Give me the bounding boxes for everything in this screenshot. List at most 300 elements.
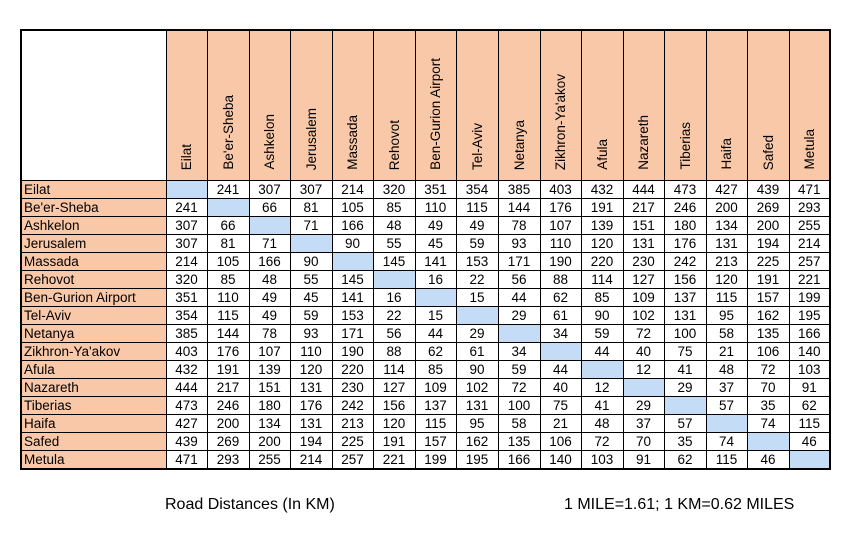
distance-cell: 15 [456,289,498,307]
distance-cell: 135 [498,433,540,451]
distance-cell: 75 [664,343,706,361]
distance-cell: 439 [747,181,789,199]
distance-cell: 61 [456,343,498,361]
table-row [21,343,830,361]
distance-cell: 100 [664,325,706,343]
diagonal-cell [747,433,789,451]
distance-cell: 59 [498,361,540,379]
distance-cell: 156 [664,271,706,289]
distance-cell: 166 [789,325,830,343]
distance-cell: 55 [290,271,332,289]
distance-cell: 91 [789,379,830,397]
distance-cell: 40 [623,343,664,361]
distance-cell: 90 [456,361,498,379]
distance-cell: 127 [373,379,415,397]
distance-cell: 320 [166,271,207,289]
distance-cell: 40 [540,379,581,397]
distance-cell: 103 [789,361,830,379]
distance-cell: 307 [290,181,332,199]
column-header [332,30,373,181]
distance-cell: 115 [706,451,747,470]
table-row [21,253,830,271]
distance-cell: 432 [581,181,623,199]
distance-cell: 85 [207,271,249,289]
row-header: Ashkelon [21,217,166,235]
distance-cell: 156 [373,397,415,415]
distance-cell: 354 [166,307,207,325]
distance-cell: 176 [290,397,332,415]
distance-cell: 257 [332,451,373,470]
column-header [373,30,415,181]
distance-cell: 22 [373,307,415,325]
corner-cell [21,30,166,181]
column-header-label: Metula [801,129,817,170]
distance-cell: 29 [498,307,540,325]
distance-cell: 144 [207,325,249,343]
column-header-label: Safed [760,134,776,170]
distance-cell: 199 [415,451,456,470]
column-header-label: Nazareth [636,115,651,170]
distance-cell: 151 [249,379,290,397]
distance-cell: 66 [207,217,249,235]
distance-cell: 110 [540,235,581,253]
diagonal-cell [664,397,706,415]
column-header-label: Ben-Gurion Airport [428,58,443,170]
distance-cell: 131 [290,415,332,433]
distance-cell: 195 [789,307,830,325]
distance-cell: 115 [789,415,830,433]
column-header-label: Rehovot [386,119,402,170]
distance-cell: 37 [706,379,747,397]
distance-cell: 137 [415,397,456,415]
distance-cell: 194 [747,235,789,253]
row-header: Haifa [21,415,166,433]
distance-cell: 162 [456,433,498,451]
distance-cell: 166 [498,451,540,470]
diagonal-cell [415,289,456,307]
distance-cell: 12 [623,361,664,379]
distance-cell: 135 [747,325,789,343]
distance-cell: 12 [581,379,623,397]
distance-cell: 120 [373,415,415,433]
distance-cell: 114 [373,361,415,379]
distance-cell: 269 [207,433,249,451]
distance-cell: 473 [664,181,706,199]
distance-cell: 71 [290,217,332,235]
distance-cell: 157 [415,433,456,451]
column-header [540,30,581,181]
distance-cell: 15 [415,307,456,325]
distance-cell: 176 [664,235,706,253]
distance-cell: 432 [166,361,207,379]
distance-cell: 102 [623,307,664,325]
distance-cell: 225 [747,253,789,271]
distance-cell: 139 [249,361,290,379]
row-header: Nazareth [21,379,166,397]
distance-cell: 214 [166,253,207,271]
distance-cell: 75 [540,397,581,415]
distance-cell: 217 [207,379,249,397]
distance-cell: 49 [415,217,456,235]
distance-cell: 134 [706,217,747,235]
distance-table [20,29,831,470]
distance-cell: 72 [623,325,664,343]
column-header [207,30,249,181]
column-header [166,30,207,181]
row-header: Tel-Aviv [21,307,166,325]
diagonal-cell [706,415,747,433]
column-header [290,30,332,181]
distance-cell: 90 [332,235,373,253]
row-header: Metula [21,451,166,470]
distance-cell: 145 [373,253,415,271]
distance-cell: 214 [332,181,373,199]
distance-cell: 191 [581,199,623,217]
column-header [789,30,830,181]
table-row [21,451,830,470]
distance-cell: 46 [747,451,789,470]
distance-cell: 29 [623,397,664,415]
distance-cell: 140 [789,343,830,361]
distance-cell: 59 [581,325,623,343]
distance-cell: 385 [166,325,207,343]
distance-cell: 90 [290,253,332,271]
table-row [21,235,830,253]
distance-cell: 137 [664,289,706,307]
distance-cell: 21 [706,343,747,361]
diagonal-cell [623,379,664,397]
column-header-label: Massada [345,115,360,170]
distance-cell: 102 [456,379,498,397]
distance-cell: 44 [498,289,540,307]
distance-cell: 220 [581,253,623,271]
column-header [415,30,456,181]
distance-cell: 35 [664,433,706,451]
row-header: Netanya [21,325,166,343]
table-row [21,433,830,451]
distance-cell: 62 [415,343,456,361]
unit-conversion-note: 1 MILE=1.61; 1 KM=0.62 MILES [564,496,795,513]
distance-cell: 72 [747,361,789,379]
distance-cell: 105 [332,199,373,217]
distance-cell: 49 [249,307,290,325]
distance-cell: 29 [456,325,498,343]
distance-cell: 61 [540,307,581,325]
table-row [21,181,830,199]
distance-cell: 191 [207,361,249,379]
distance-cell: 115 [207,307,249,325]
distance-cell: 230 [332,379,373,397]
distance-cell: 293 [789,199,830,217]
distance-cell: 74 [747,415,789,433]
column-header-label: Jerusalem [303,107,319,170]
column-header [623,30,664,181]
distance-cell: 34 [498,343,540,361]
distance-cell: 85 [581,289,623,307]
distance-cell: 16 [415,271,456,289]
distance-cell: 241 [166,199,207,217]
distance-cell: 403 [166,343,207,361]
distance-cell: 105 [207,253,249,271]
distance-cell: 145 [332,271,373,289]
column-header [456,30,498,181]
distance-cell: 110 [207,289,249,307]
distance-cell: 257 [789,253,830,271]
column-header [498,30,540,181]
distance-cell: 58 [498,415,540,433]
distance-cell: 85 [415,361,456,379]
distance-cell: 213 [332,415,373,433]
column-header [664,30,706,181]
diagonal-cell [207,199,249,217]
distance-cell: 221 [789,271,830,289]
distance-cell: 95 [706,307,747,325]
distance-cell: 57 [706,397,747,415]
table-row [21,361,830,379]
distance-cell: 220 [332,361,373,379]
distance-cell: 190 [540,253,581,271]
distance-cell: 403 [540,181,581,199]
distance-cell: 114 [581,271,623,289]
distance-cell: 106 [540,433,581,451]
distance-cell: 127 [623,271,664,289]
distance-cell: 72 [581,433,623,451]
distance-cell: 110 [290,343,332,361]
distance-cell: 242 [664,253,706,271]
distance-cell: 58 [706,325,747,343]
distance-cell: 221 [373,451,415,470]
table-caption: Road Distances (In KM) [165,496,335,513]
distance-cell: 320 [373,181,415,199]
distance-cell: 48 [373,217,415,235]
distance-cell: 427 [706,181,747,199]
table-row [21,379,830,397]
distance-cell: 171 [332,325,373,343]
distance-cell: 166 [332,217,373,235]
distance-cell: 195 [456,451,498,470]
distance-cell: 88 [373,343,415,361]
distance-cell: 191 [747,271,789,289]
distance-cell: 141 [415,253,456,271]
table-row [21,325,830,343]
distance-cell: 473 [166,397,207,415]
distance-cell: 269 [747,199,789,217]
distance-cell: 90 [581,307,623,325]
distance-cell: 354 [456,181,498,199]
distance-cell: 439 [166,433,207,451]
distance-cell: 81 [207,235,249,253]
table-row [21,397,830,415]
diagonal-cell [498,325,540,343]
distance-cell: 246 [207,397,249,415]
distance-cell: 46 [789,433,830,451]
diagonal-cell [789,451,830,470]
distance-cell: 255 [249,451,290,470]
row-header: Zikhron-Ya'akov [21,343,166,361]
distance-cell: 59 [456,235,498,253]
distance-cell: 120 [706,271,747,289]
distance-cell: 141 [332,289,373,307]
distance-cell: 307 [166,217,207,235]
distance-cell: 44 [581,343,623,361]
distance-cell: 85 [373,199,415,217]
row-header: Ben-Gurion Airport [21,289,166,307]
column-header [706,30,747,181]
distance-cell: 180 [249,397,290,415]
distance-cell: 214 [789,235,830,253]
distance-cell: 70 [747,379,789,397]
distance-cell: 48 [581,415,623,433]
distance-cell: 385 [498,181,540,199]
table-row [21,199,830,217]
column-header [747,30,789,181]
distance-cell: 70 [623,433,664,451]
distance-cell: 93 [498,235,540,253]
distance-cell: 200 [747,217,789,235]
distance-cell: 351 [166,289,207,307]
row-header: Jerusalem [21,235,166,253]
table-row [21,271,830,289]
table-row [21,307,830,325]
distance-cell: 41 [664,361,706,379]
distance-cell: 62 [789,397,830,415]
distance-cell: 45 [290,289,332,307]
column-header [249,30,290,181]
distance-cell: 35 [747,397,789,415]
diagonal-cell [166,181,207,199]
diagonal-cell [290,235,332,253]
distance-cell: 66 [249,199,290,217]
distance-cell: 153 [332,307,373,325]
distance-cell: 72 [498,379,540,397]
distance-cell: 44 [540,361,581,379]
row-header: Eilat [21,181,166,199]
distance-cell: 131 [290,379,332,397]
column-header-label: Afula [594,139,610,170]
distance-cell: 242 [332,397,373,415]
distance-cell: 115 [456,199,498,217]
column-header [581,30,623,181]
diagonal-cell [249,217,290,235]
distance-cell: 176 [540,199,581,217]
distance-cell: 171 [498,253,540,271]
distance-cell: 194 [290,433,332,451]
distance-cell: 56 [373,325,415,343]
distance-cell: 471 [789,181,830,199]
distance-cell: 106 [747,343,789,361]
distance-cell: 48 [249,271,290,289]
distance-cell: 293 [207,451,249,470]
distance-cell: 200 [249,433,290,451]
distance-cell: 56 [498,271,540,289]
distance-cell: 191 [373,433,415,451]
column-header-label: Haifa [719,138,734,170]
distance-cell: 100 [498,397,540,415]
column-header-label: Eilat [179,143,194,170]
distance-cell: 71 [249,235,290,253]
distance-cell: 246 [664,199,706,217]
column-header-label: Tiberias [677,122,693,170]
distance-cell: 131 [664,307,706,325]
distance-cell: 49 [249,289,290,307]
distance-cell: 57 [664,415,706,433]
distance-cell: 200 [207,415,249,433]
distance-cell: 157 [747,289,789,307]
distance-cell: 213 [706,253,747,271]
distance-cell: 49 [456,217,498,235]
row-header: Tiberias [21,397,166,415]
row-header: Afula [21,361,166,379]
distance-cell: 217 [623,199,664,217]
distance-cell: 45 [415,235,456,253]
distance-cell: 166 [249,253,290,271]
row-header: Rehovot [21,271,166,289]
distance-cell: 214 [290,451,332,470]
distance-cell: 241 [207,181,249,199]
distance-cell: 131 [623,235,664,253]
distance-cell: 34 [540,325,581,343]
distance-cell: 93 [290,325,332,343]
distance-cell: 120 [290,361,332,379]
distance-cell: 162 [747,307,789,325]
distance-cell: 37 [623,415,664,433]
distance-cell: 134 [249,415,290,433]
distance-cell: 444 [166,379,207,397]
distance-cell: 78 [498,217,540,235]
distance-cell: 307 [249,181,290,199]
distance-cell: 140 [540,451,581,470]
distance-cell: 16 [373,289,415,307]
distance-cell: 107 [249,343,290,361]
distance-cell: 44 [415,325,456,343]
distance-cell: 427 [166,415,207,433]
distance-cell: 55 [373,235,415,253]
distance-cell: 139 [581,217,623,235]
row-header: Massada [21,253,166,271]
distance-cell: 91 [623,451,664,470]
distance-cell: 144 [498,199,540,217]
distance-cell: 41 [581,397,623,415]
distance-cell: 180 [664,217,706,235]
distance-cell: 131 [706,235,747,253]
distance-cell: 120 [581,235,623,253]
distance-cell: 200 [706,199,747,217]
diagonal-cell [456,307,498,325]
distance-cell: 190 [332,343,373,361]
distance-cell: 115 [415,415,456,433]
diagonal-cell [581,361,623,379]
distance-cell: 351 [415,181,456,199]
distance-cell: 109 [415,379,456,397]
distance-cell: 230 [623,253,664,271]
distance-cell: 62 [664,451,706,470]
distance-cell: 22 [456,271,498,289]
diagonal-cell [540,343,581,361]
distance-cell: 199 [789,289,830,307]
distance-cell: 471 [166,451,207,470]
row-header: Be'er-Sheba [21,199,166,217]
distance-cell: 307 [166,235,207,253]
column-header-label: Zikhron-Ya'akov [553,73,568,170]
table-row [21,217,830,235]
distance-cell: 48 [706,361,747,379]
column-header-label: Ashkelon [262,114,277,170]
distance-cell: 107 [540,217,581,235]
diagonal-cell [332,253,373,271]
distance-cell: 103 [581,451,623,470]
distance-cell: 59 [290,307,332,325]
table-row [21,415,830,433]
